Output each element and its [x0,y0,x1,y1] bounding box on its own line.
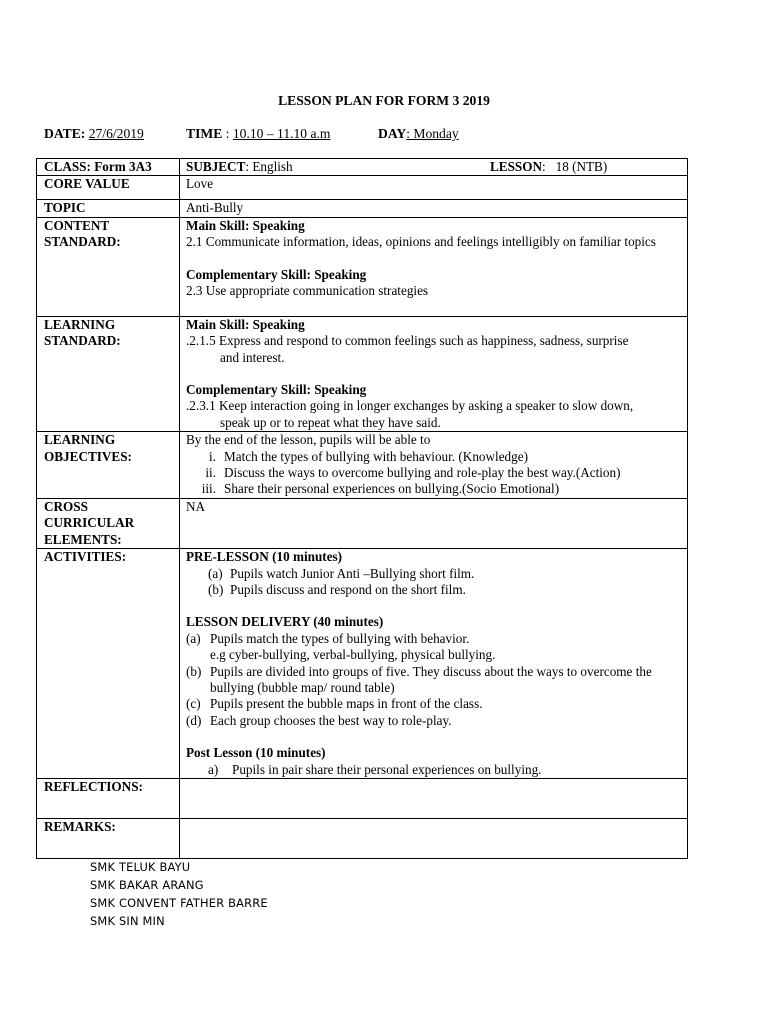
list-item-number: (b) [208,581,224,597]
date-label: DATE: [44,126,86,141]
learning-standard-label-line-2: STANDARD: [44,333,121,349]
list-item-text: Each group chooses the best way to role-play. [210,712,452,728]
list-item-text: Pupils match the types of bullying with behavior. [210,630,470,646]
date-field [44,126,144,142]
list-item-text: Pupils discuss and respond on the short film. [230,581,466,597]
page-title: LESSON PLAN FOR FORM 3 2019 [278,93,490,108]
table-row-cross-curricular [37,498,688,548]
post-lesson-heading: Post Lesson (10 minutes) [186,745,326,761]
ls-main-text-cont: and interest. [220,349,285,365]
content-standard-cell [180,217,688,316]
list-item [186,582,687,598]
day-value: : Monday [406,126,459,141]
ls-comp-text-cont: speak up or to repeat what they have said. [220,414,441,430]
list-item-continuation: bullying (bubble map/ round table) [210,679,395,695]
table-row-content-standard [37,217,688,316]
reflections-value [180,779,688,819]
list-item-text: Pupils in pair share their personal experiences on bullying. [232,761,542,777]
cross-label-line-3: ELEMENTS: [44,531,122,547]
subject-cell [180,159,688,176]
list-item-number: (d) [186,712,202,728]
objectives-label [37,432,180,499]
time-separator: : [222,126,233,141]
content-standard-label-line-2: STANDARD: [44,234,121,250]
date-value: 27/6/2019 [88,126,144,141]
time-label: TIME [186,126,223,141]
objectives-label-line-1: LEARNING [44,432,116,448]
ls-comp-text: .2.3.1 Keep interaction going in longer exchanges by asking a speaker to slow down, [186,398,634,414]
cross-curricular-value: NA [180,498,688,548]
content-comp-heading: Complementary Skill: Speaking [186,266,367,282]
learning-standard-label [37,316,180,431]
lesson-field [490,159,607,175]
activities-cell [180,549,688,779]
topic-value: Anti-Bully [180,200,688,217]
table-row-core-value [37,176,688,200]
list-item-text: Discuss the ways to overcome bullying and role-play the best way.(Action) [224,465,621,481]
day-label: DAY [378,126,407,141]
lesson-plan-table [36,158,688,859]
reflections-label: REFLECTIONS: [37,779,180,819]
time-field [186,126,331,142]
objectives-intro: By the end of the lesson, pupils will be able to [186,432,431,448]
content-main-text: 2.1 Communicate information, ideas, opinions and feelings intelligibly on familiar topics [186,234,656,250]
table-row-objectives [37,432,688,499]
table-row-activities [37,549,688,779]
activities-label: ACTIVITIES: [37,549,180,779]
list-item [186,762,687,778]
list-item-number: iii. [201,481,216,497]
time-value: 10.10 – 11.10 a.m [232,126,331,141]
class-label: CLASS: Form 3A3 [37,159,180,176]
list-item-text: Share their personal experiences on bullying.(Socio Emotional) [224,481,560,497]
list-item [186,696,687,712]
list-item-text: Match the types of bullying with behaviour. (Knowledge) [224,448,528,464]
list-item [186,465,687,481]
list-item-number: i. [209,448,216,464]
list-item-text: Pupils present the bubble maps in front of the class. [210,696,483,712]
list-item: SMK BAKAR ARANG [90,878,204,892]
remarks-value [180,819,688,859]
table-row-learning-standard [37,316,688,431]
list-item [186,664,687,680]
ls-main-heading: Main Skill: Speaking [186,316,305,332]
remarks-label: REMARKS: [37,819,180,859]
list-item: SMK CONVENT FATHER BARRE [90,896,268,910]
list-item-number: ii. [205,465,216,481]
list-item [186,566,687,582]
core-value: Love [180,176,688,200]
content-comp-text: 2.3 Use appropriate communication strategies [186,283,429,299]
list-item [186,481,687,497]
list-item [186,631,687,647]
list-item: SMK SIN MIN [90,914,165,928]
list-item: SMK TELUK BAYU [90,860,191,874]
lesson-delivery-heading: LESSON DELIVERY (40 minutes) [186,614,384,630]
school-list [90,858,268,930]
table-row-reflections [37,779,688,819]
list-item-text: Pupils are divided into groups of five. They discuss about the ways to overcome the [210,663,652,679]
topic-label: TOPIC [37,200,180,217]
pre-lesson-heading: PRE-LESSON (10 minutes) [186,549,343,565]
subject-label: SUBJECT [186,159,246,174]
ls-main-text: .2.1.5 Express and respond to common feelings such as happiness, sadness, surprise [186,333,629,349]
table-row-class [37,159,688,176]
list-item-text: Pupils watch Junior Anti –Bullying short film. [230,565,475,581]
lesson-value: : 18 (NTB) [542,159,608,174]
list-item-number: (b) [186,663,202,679]
cross-label-line-2: CURRICULAR [44,515,135,531]
list-item-continuation: e.g cyber-bullying, verbal-bullying, physical bullying. [210,647,496,663]
table-row-topic [37,200,688,217]
table-row-remarks [37,819,688,859]
learning-standard-label-line-1: LEARNING [44,316,116,332]
content-standard-label-line-1: CONTENT [44,217,110,233]
cross-curricular-label [37,498,180,548]
list-item-number: (a) [186,630,201,646]
core-value-label: CORE VALUE [37,176,180,200]
list-item-number: (a) [208,565,223,581]
list-item-number: a) [208,761,219,777]
subject-value: : English [245,159,293,174]
lesson-label: LESSON [490,159,543,174]
cross-label-line-1: CROSS [44,498,88,514]
content-main-heading: Main Skill: Speaking [186,217,305,233]
list-item-number: (c) [186,696,201,712]
content-standard-label [37,217,180,316]
list-item [186,713,687,729]
learning-standard-cell [180,316,688,431]
objectives-label-line-2: OBJECTIVES: [44,448,132,464]
ls-comp-heading: Complementary Skill: Speaking [186,382,367,398]
list-item [186,449,687,465]
objectives-cell [180,432,688,499]
day-field [378,126,459,142]
